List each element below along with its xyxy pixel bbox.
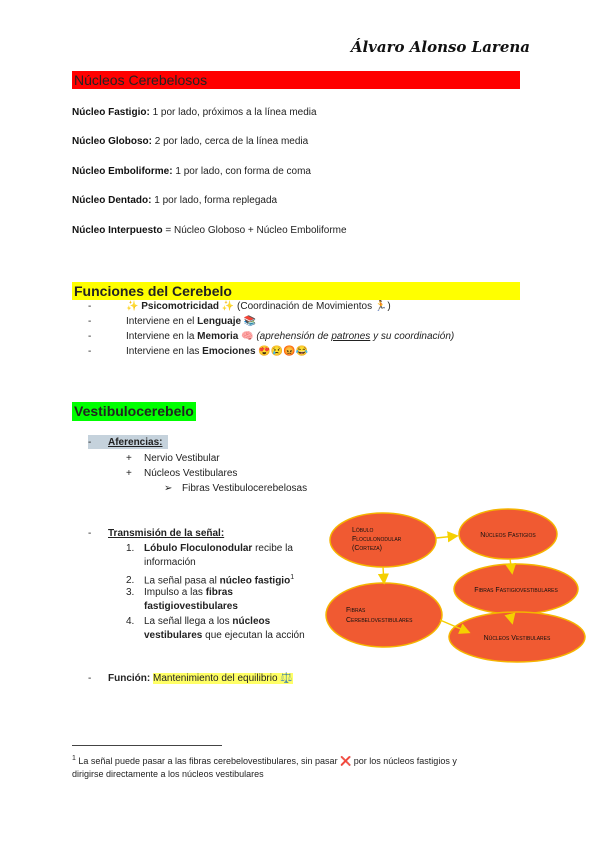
step-bold: Lóbulo Floculonodular xyxy=(144,543,253,554)
step-bold: núcleos xyxy=(232,616,271,627)
footnote xyxy=(72,752,532,781)
function-text: Mantenimiento del equilibrio ⚖️ xyxy=(153,673,293,684)
item-text: ✨ (Coordinación de Movimientos 🏃) xyxy=(219,301,391,312)
item-bold: Psicomotricidad xyxy=(141,301,220,312)
afferents-label: Aferencias: xyxy=(108,437,163,448)
item-text: Interviene en la xyxy=(126,331,198,342)
italic-text: (aprehensión de xyxy=(256,331,332,342)
footnote-text: La señal puede pasar a las fibras cerebelovestibulares, sin pasar ❌ por los núcleos fastigios y xyxy=(75,756,457,766)
node-fibras-cv-line1: Fibras xyxy=(346,607,366,614)
node-fibras-cv-line2: Cerebelovestibulares xyxy=(346,617,413,624)
heading-nucleos-cerebelosos: Núcleos Cerebelosos xyxy=(72,71,520,89)
term-text: 1 por lado, próximos a la línea media xyxy=(149,107,317,118)
afferent-item: + Nervio Vestibular xyxy=(126,453,220,464)
step-number: 1. xyxy=(126,543,135,554)
list-item-memoria: - Interviene en la Memoria 🧠 (aprehensión de patrones y su coordinación) xyxy=(88,331,455,342)
item-text: ✨ xyxy=(126,301,142,312)
item-text: Interviene en las xyxy=(126,346,203,357)
step-bold: vestibulares xyxy=(144,630,203,641)
afferent-text: Núcleos Vestibulares xyxy=(144,468,238,479)
step-bold: fastigiovestibulares xyxy=(144,601,238,612)
node-lobulo-line1: Lóbulo xyxy=(352,527,374,534)
node-fibras-cv xyxy=(326,583,442,647)
heading-funciones-cerebelo: Funciones del Cerebelo xyxy=(72,282,520,300)
step-number: 4. xyxy=(126,616,135,627)
step-bold: fibras xyxy=(205,587,233,598)
heading-vestibulocerebelo: Vestibulocerebelo xyxy=(74,403,194,419)
footnote-ref: 1 xyxy=(290,574,295,581)
step-text: La señal pasa al xyxy=(144,575,220,587)
step-text: La señal llega a los xyxy=(144,616,233,627)
item-text: 🧠 xyxy=(238,331,257,342)
afferents-heading: - Aferencias: xyxy=(88,437,163,448)
author-name: Álvaro Alonso Larena xyxy=(350,38,530,56)
list-item-lenguaje: - Interviene en el Lenguaje 📚 xyxy=(88,316,257,327)
step-text: que ejecutan la acción xyxy=(202,630,305,641)
item-text: 😍😢😡😂 xyxy=(255,346,309,357)
afferent-item: + Núcleos Vestibulares xyxy=(126,468,238,479)
afferent-subtext: Fibras Vestibulocerebelosas xyxy=(182,483,308,494)
item-text: 📚 xyxy=(241,316,257,327)
transmission-heading: - Transmisión de la señal: xyxy=(88,528,225,539)
list-item-emociones: - Interviene en las Emociones 😍😢😡😂 xyxy=(88,346,309,357)
term-label: Núcleo Dentado: xyxy=(72,195,152,206)
term-text: 2 por lado, cerca de la línea media xyxy=(152,136,309,147)
item-bold: Lenguaje xyxy=(197,316,242,327)
node-fastigio-label: Núcleos Fastigios xyxy=(480,532,536,539)
node-lobulo-line3: (Corteza) xyxy=(352,545,382,552)
function-line: - Función: Mantenimiento del equilibrio ⚖️ xyxy=(88,673,293,684)
step-text: Impulso a las xyxy=(144,587,206,598)
arrow-lobulo-fastigio xyxy=(436,536,456,538)
term-label: Núcleo Fastigio: xyxy=(72,107,150,118)
item-text: Interviene en el xyxy=(126,316,198,327)
footnote-text: dirigirse directamente a los núcleos vestibulares xyxy=(72,769,264,779)
footnote-mark: 1 xyxy=(72,755,76,762)
step-bold: núcleo fastigio xyxy=(219,575,291,587)
afferent-text: Nervio Vestibular xyxy=(144,453,220,464)
term-text: 1 por lado, forma replegada xyxy=(151,195,278,206)
term-label: Núcleo Interpuesto xyxy=(72,225,163,236)
italic-underlined: patrones xyxy=(331,331,371,342)
node-fibras-fv-label: Fibras Fastigiovestibulares xyxy=(474,587,558,594)
term-text: 1 por lado, con forma de coma xyxy=(172,166,311,177)
footnote-divider xyxy=(72,745,222,746)
item-bold: Memoria xyxy=(197,331,239,342)
arrow-lobulo-fibras-cv xyxy=(383,567,384,582)
node-vestibulares-label: Núcleos Vestibulares xyxy=(483,635,551,642)
item-bold: Emociones xyxy=(202,346,256,357)
term-label: Núcleo Emboliforme: xyxy=(72,166,173,177)
list-item-psicomotricidad: - ✨ Psicomotricidad ✨ (Coordinación de Movimientos 🏃) xyxy=(88,301,391,312)
transmission-label: Transmisión de la señal: xyxy=(108,528,225,539)
afferent-subitem: ➢ Fibras Vestibulocerebelosas xyxy=(164,483,308,494)
node-lobulo-line2: Floculonodular xyxy=(352,536,402,543)
step-1-cont: información xyxy=(144,557,196,568)
function-label: Función: xyxy=(108,673,151,684)
step-number: 2. xyxy=(126,575,135,587)
term-text: = Núcleo Globoso + Núcleo Emboliforme xyxy=(162,225,347,236)
italic-text: y su coordinación) xyxy=(370,331,455,342)
step-number: 3. xyxy=(126,587,135,598)
step-text: recibe la xyxy=(252,543,293,554)
term-label: Núcleo Globoso: xyxy=(72,136,152,147)
